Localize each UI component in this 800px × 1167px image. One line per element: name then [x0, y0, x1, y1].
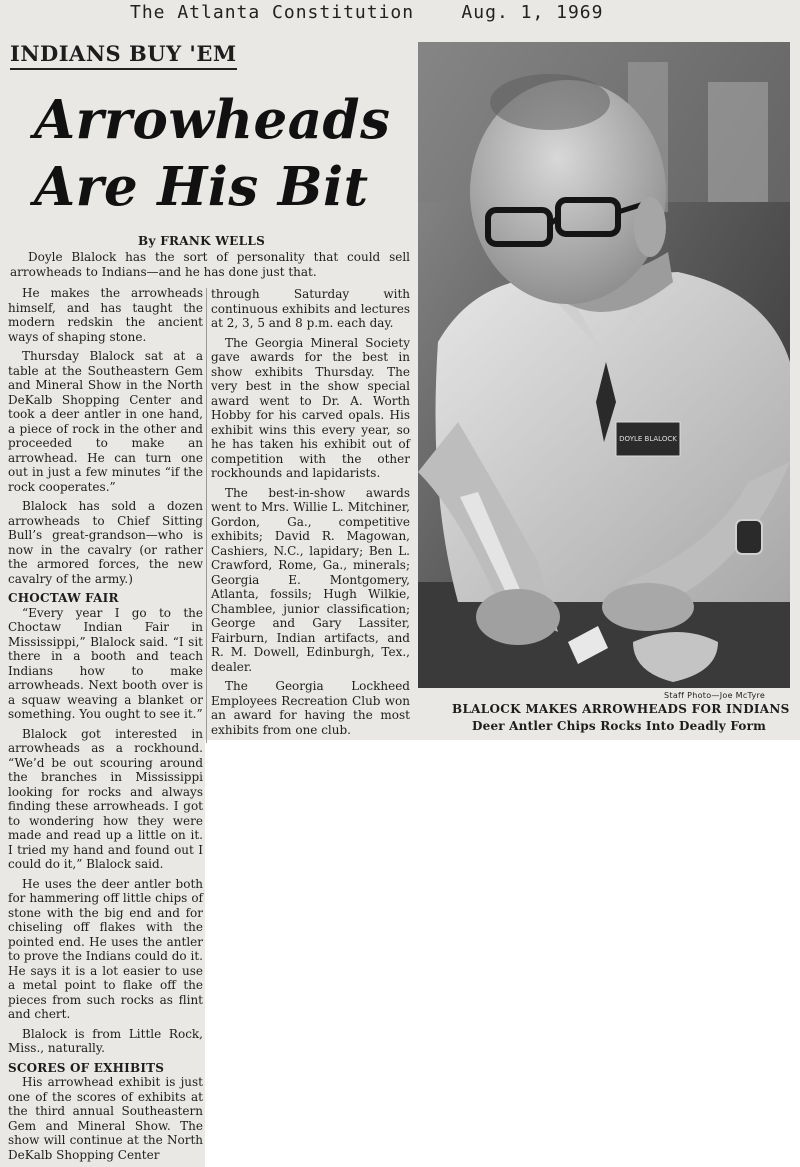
subheading-scores-of-exhibits: SCORES OF EXHIBITS [8, 1060, 165, 1075]
paragraph: through Saturday with continuous exhibits and lectures at 2, 3, 5 and 8 p.m. each day. [211, 287, 410, 330]
byline: By FRANK WELLS [138, 234, 266, 248]
paragraph: The best-in-show awards went to Mrs. Willie L. Mitchiner, Gordon, Ga., competitive exhibits; David R. Magowan, Cashiers, N.C., lapidary; Ben L. Crawford, Rome, Ga., minerals; Georgia E. Montgomery, Atlanta, fossils; Hugh Wilkie, Chamblee, junior classification; George and Gary Lassiter, Fairburn, Indian artifacts, and R. M. Dowell, Edinburgh, Tex., dealer. [211, 485, 410, 674]
article-column-left [8, 286, 203, 1167]
photo-caption-title: BLALOCK MAKES ARROWHEADS FOR INDIANS [452, 702, 790, 716]
badge-text: DOYLE BLALOCK [619, 435, 677, 443]
paragraph: The Georgia Lockheed Employees Recreation Club won an award for having the most exhibits from one club. [211, 679, 410, 737]
paragraph: He uses the deer antler both for hammering off little chips of stone with the big end and for chiseling off flakes with the pointed end. He uses the antler to prove the Indians could do it. He says it is a lot easier to use a metal point to flake off the pieces from such rocks as flint and chert. [8, 876, 203, 1021]
paragraph: His arrowhead exhibit is just one of the scores of exhibits at the third annual Southeastern Gem and Mineral Show. The show will continue at the North DeKalb Shopping Center [8, 1075, 203, 1162]
paragraph: “Every year I go to the Choctaw Indian Fair in Mississippi,” Blalock said. “I sit there in a booth and teach Indians how to make arrowheads. Next booth over is a squaw weaving a blanket or something. You ought to see it.” [8, 605, 203, 721]
article-column-right [211, 287, 410, 742]
paragraph: The Georgia Mineral Society gave awards for the best in show exhibits Thursday. The very best in the show special award went to Dr. A. Worth Hobby for his carved opals. His exhibit wins this every year, so he has taken his exhibit out of competition with the other rockhounds and lapidarists. [211, 335, 410, 480]
paragraph: Blalock has sold a dozen arrowheads to Chief Sitting Bull’s great-grandson—who is now in the cavalry (or rather the armored forces, the new cavalry of the army.) [8, 499, 203, 586]
subheading-choctaw-fair: CHOCTAW FAIR [8, 591, 119, 605]
news-photo [418, 42, 790, 688]
column-divider [206, 288, 207, 743]
headline-line-2: Are His Bit [34, 156, 369, 218]
photo-credit: Staff Photo—Joe McTyre [664, 691, 766, 700]
headline-line-1: Arrowheads [34, 89, 391, 151]
paragraph: He makes the arrowheads himself, and has taught the modern redskin the ancient ways of shaping stone. [8, 286, 203, 344]
kicker-headline: INDIANS BUY 'EM [10, 42, 237, 70]
photo-caption-subtitle: Deer Antler Chips Rocks Into Deadly Form [472, 719, 767, 733]
lead-paragraph: Doyle Blalock has the sort of personality that could sell arrowheads to Indians—and he has done just that. [10, 250, 410, 279]
photo-illustration [418, 42, 790, 688]
masthead: The Atlanta Constitution Aug. 1, 1969 [130, 2, 604, 23]
paragraph: Blalock is from Little Rock, Miss., naturally. [8, 1026, 203, 1055]
paragraph: Thursday Blalock sat at a table at the Southeastern Gem and Mineral Show in the North DeKalb Shopping Center and took a deer antler in one hand, a piece of rock in the other and proceeded to make an arrowhead. He can turn one out in just a few minutes “if the rock cooperates.” [8, 349, 203, 494]
paragraph: Blalock got interested in arrowheads as a rockhound. “We’d be out scouring around the branches in Mississippi looking for rocks and always finding these arrowheads. I got to wondering how they were made and read up a little on it. I tried my hand and found out I could do it,” Blalock said. [8, 726, 203, 871]
